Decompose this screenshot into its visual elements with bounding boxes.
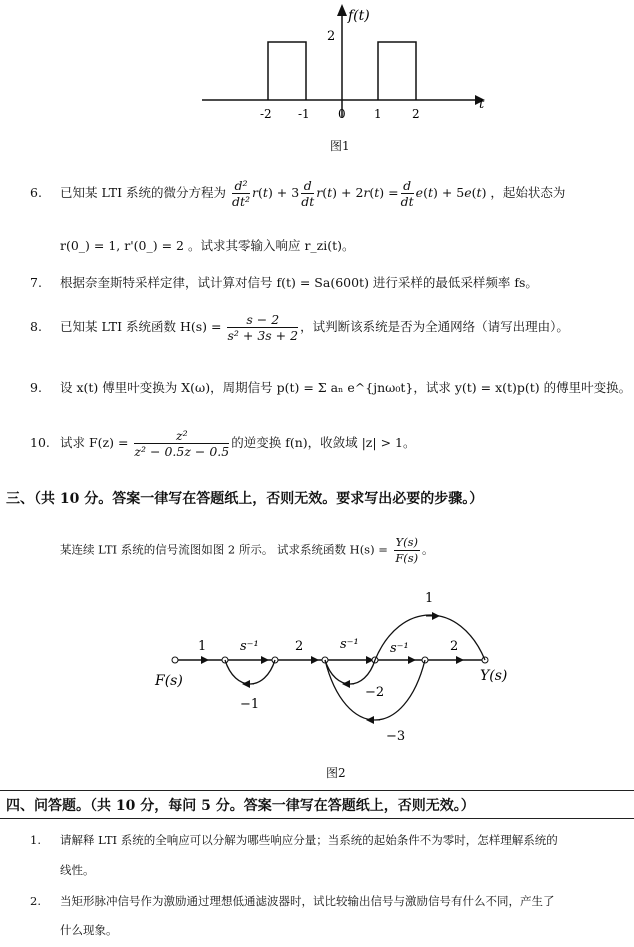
gain-label: 2 — [295, 639, 304, 654]
question-7 — [30, 273, 538, 291]
question-8-fraction: $\frac{s - 2}{\text{s² + 3s + 2}}$ — [227, 312, 299, 343]
question-8-text: 已知某 LTI 系统函数 H(s) = — [60, 319, 222, 334]
d2-dt2: $\frac{\text{d²}}{\text{dt²}}$ — [232, 178, 251, 209]
question-9 — [30, 378, 631, 396]
gain-label: 1 — [198, 639, 207, 654]
question-number: 10. — [30, 435, 50, 450]
tick-label: 2 — [412, 107, 420, 121]
question-8 — [30, 312, 569, 343]
question-number: 9. — [30, 380, 42, 395]
question-9-text: 设 x(t) 傅里叶变换为 X(ω)，周期信号 p(t) = Σ aₙ e^{jnω₀t}，试求 y(t) = x(t)p(t) 的傅里叶变换。 — [60, 380, 632, 395]
question-6-line2: r(0_) = 1, r'(0_) = 2 。试求其零输入响应 r_zi(t)。 — [60, 238, 355, 253]
question-10-tail: 的逆变换 f(n)，收敛域 |z| > 1。 — [231, 435, 416, 450]
d-dt: $\frac{d}{dt}$ — [301, 178, 315, 209]
item-number: 2. — [30, 894, 41, 908]
tick-label: -2 — [260, 107, 272, 121]
section4-item-2-line2: 什么现象。 — [60, 923, 118, 937]
question-number: 7. — [30, 275, 42, 290]
pulse-right — [378, 42, 416, 100]
question-10-text: 试求 F(z) = — [60, 435, 129, 450]
gain-label: s⁻¹ — [390, 641, 409, 656]
section3-prompt: 某连续 LTI 系统的信号流图如图 2 所示。 试求系统函数 H(s) = $\frac{Y(s)}{F(s)}$ 。 — [60, 535, 434, 565]
node — [172, 657, 178, 663]
feedback-branch-minus-1 — [225, 660, 275, 684]
question-8-tail: ，试判断该系统是否为全通网络（请写出理由）。 — [300, 319, 569, 334]
section4-item-1: 1. 请解释 LTI 系统的全响应可以分解为哪些响应分量；当系统的起始条件不为零时，怎样理解系统的 — [30, 833, 558, 847]
gain-label: −3 — [386, 729, 406, 744]
output-label: Y(s) — [480, 668, 508, 684]
gain-label: 2 — [450, 639, 459, 654]
question-10 — [30, 428, 415, 459]
section4-item-1-line2: 线性。 — [60, 863, 95, 877]
tick-label: -1 — [298, 107, 310, 121]
feedback-branch-minus-2 — [325, 660, 375, 684]
question-6: 6. 已知某 LTI 系统的微分方程为 $\frac{\text{d²}}{\text{dt²}}$ r(t) + 3 $\frac{d}{dt}$ r(t) + 2r(t) = $\frac{d}{dt}$ e(t) + 5e(t) ，起始状态为 — [30, 178, 566, 209]
gain-label: s⁻¹ — [240, 639, 259, 654]
question-7-text: 根据奈奎斯特采样定律，试计算对信号 f(t) = Sa(600t) 进行采样的最低采样频率 fs。 — [60, 275, 538, 290]
amplitude-label: 2 — [327, 29, 336, 44]
item-number: 1. — [30, 833, 41, 847]
section-divider — [0, 818, 634, 819]
question-6-tail: ，起始状态为 — [490, 185, 566, 200]
gain-label: −2 — [365, 685, 385, 700]
section4-item-2: 2. 当矩形脉冲信号作为激励通过理想低通滤波器时，试比较输出信号与激励信号有什么不同，产生了 — [30, 894, 555, 908]
figure1-plot — [190, 0, 490, 130]
input-label: F(s) — [155, 673, 183, 689]
t-axis-label: t — [479, 97, 485, 112]
section-divider — [0, 790, 634, 791]
question-10-fraction: $\frac{\text{z²}}{\text{z² − 0.5z − 0.5}}$ — [134, 428, 230, 459]
tick-label: 1 — [374, 107, 382, 121]
f-axis-arrow — [337, 4, 347, 16]
gain-label: s⁻¹ — [340, 637, 359, 652]
figure2-caption: 图2 — [326, 766, 346, 780]
section3-heading: 三、（共 10 分。答案一律写在答题纸上，否则无效。要求写出必要的步骤。） — [6, 491, 484, 507]
question-6-text: 已知某 LTI 系统的微分方程为 — [60, 185, 227, 200]
f-axis-label: f(t) — [348, 8, 370, 24]
pulse-left — [268, 42, 306, 100]
section4-heading: 四、问答题。（共 10 分，每问 5 分。答案一律写在答题纸上，否则无效。） — [6, 798, 475, 814]
figure2-signal-flow-graph — [150, 580, 530, 750]
gain-label: −1 — [240, 697, 260, 712]
figure1-caption: 图1 — [330, 139, 350, 153]
section3-fraction: $\frac{Y(s)}{F(s)}$ — [395, 535, 419, 565]
question-number: 6. — [30, 185, 42, 200]
gain-label: 1 — [425, 591, 434, 606]
tick-label: 0 — [338, 107, 346, 121]
d-dt: $\frac{d}{dt}$ — [400, 178, 414, 209]
question-number: 8. — [30, 319, 42, 334]
